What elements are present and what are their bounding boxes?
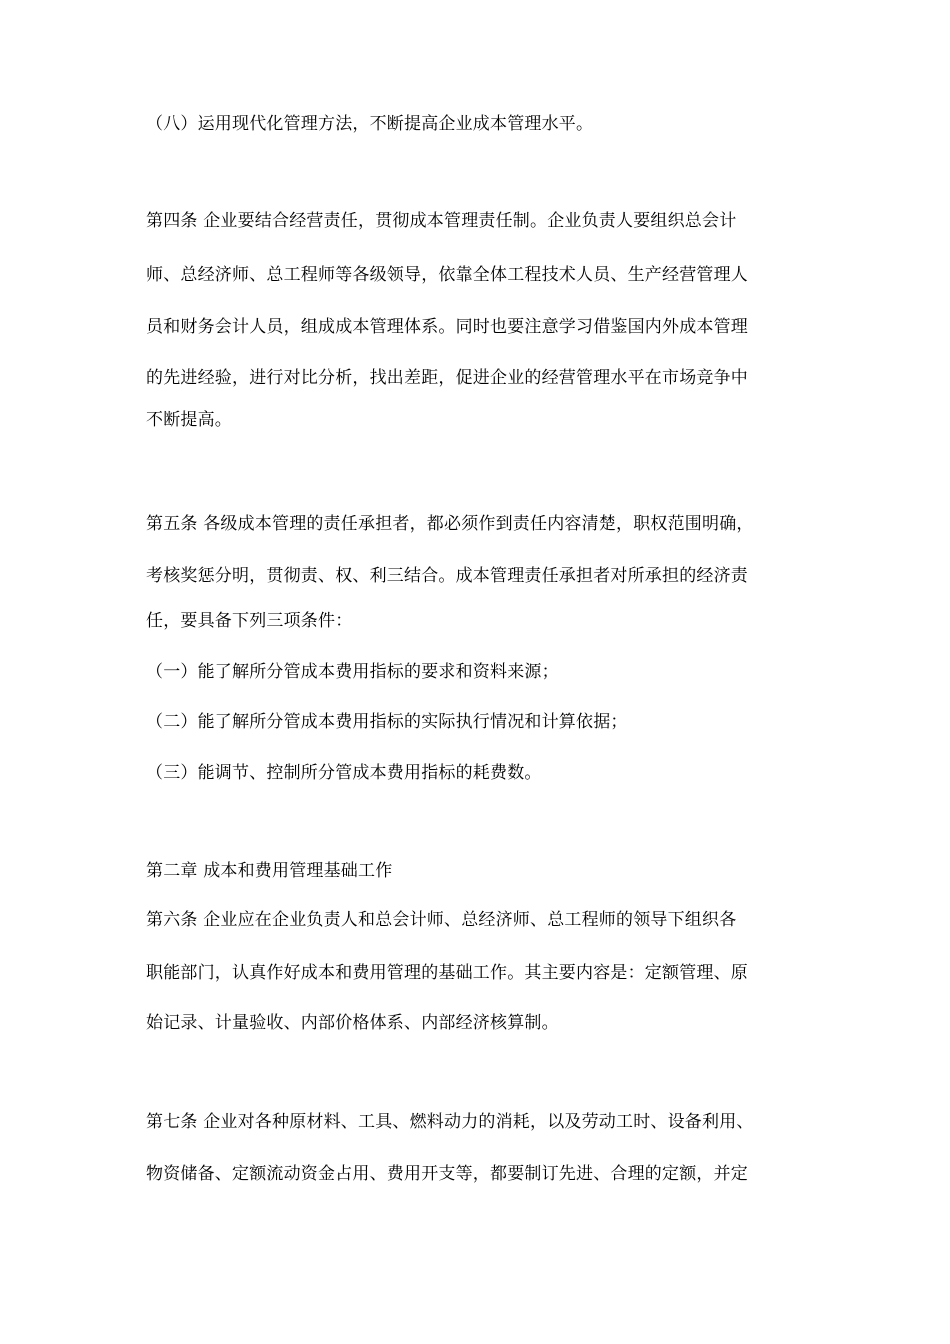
- text-line: 员和财务会计人员，组成成本管理体系。同时也要注意学习借鉴国内外成本管理: [146, 317, 748, 337]
- text-line: 始记录、计量验收、内部价格体系、内部经济核算制。: [146, 1013, 559, 1033]
- text-line: 考核奖惩分明，贯彻责、权、利三结合。成本管理责任承担者对所承担的经济责: [146, 566, 748, 586]
- chapter-heading: 第二章 成本和费用管理基础工作: [146, 861, 393, 881]
- text-line: 第七条 企业对各种原材料、工具、燃料动力的消耗，以及劳动工时、设备利用、: [146, 1112, 754, 1132]
- text-line: 师、总经济师、总工程师等各级领导，依靠全体工程技术人员、生产经营管理人: [146, 265, 748, 285]
- text-line: 第五条 各级成本管理的责任承担者，都必须作到责任内容清楚，职权范围明确，: [146, 514, 754, 534]
- text-line: （一）能了解所分管成本费用指标的要求和资料来源；: [146, 662, 559, 682]
- text-line: 第六条 企业应在企业负责人和总会计师、总经济师、总工程师的领导下组织各: [146, 910, 737, 930]
- text-line: 不断提高。: [146, 410, 232, 430]
- text-line: 物资储备、定额流动资金占用、费用开支等，都要制订先进、合理的定额，并定: [146, 1164, 748, 1184]
- text-line: （二）能了解所分管成本费用指标的实际执行情况和计算依据；: [146, 712, 628, 732]
- text-line: 的先进经验，进行对比分析，找出差距，促进企业的经营管理水平在市场竞争中: [146, 368, 748, 388]
- text-line: 职能部门，认真作好成本和费用管理的基础工作。其主要内容是：定额管理、原: [146, 963, 748, 983]
- text-line: （八）运用现代化管理方法，不断提高企业成本管理水平。: [146, 114, 594, 134]
- text-line: （三）能调节、控制所分管成本费用指标的耗费数。: [146, 763, 542, 783]
- text-line: 第四条 企业要结合经营责任，贯彻成本管理责任制。企业负责人要组织总会计: [146, 211, 737, 231]
- text-line: 任，要具备下列三项条件：: [146, 611, 353, 631]
